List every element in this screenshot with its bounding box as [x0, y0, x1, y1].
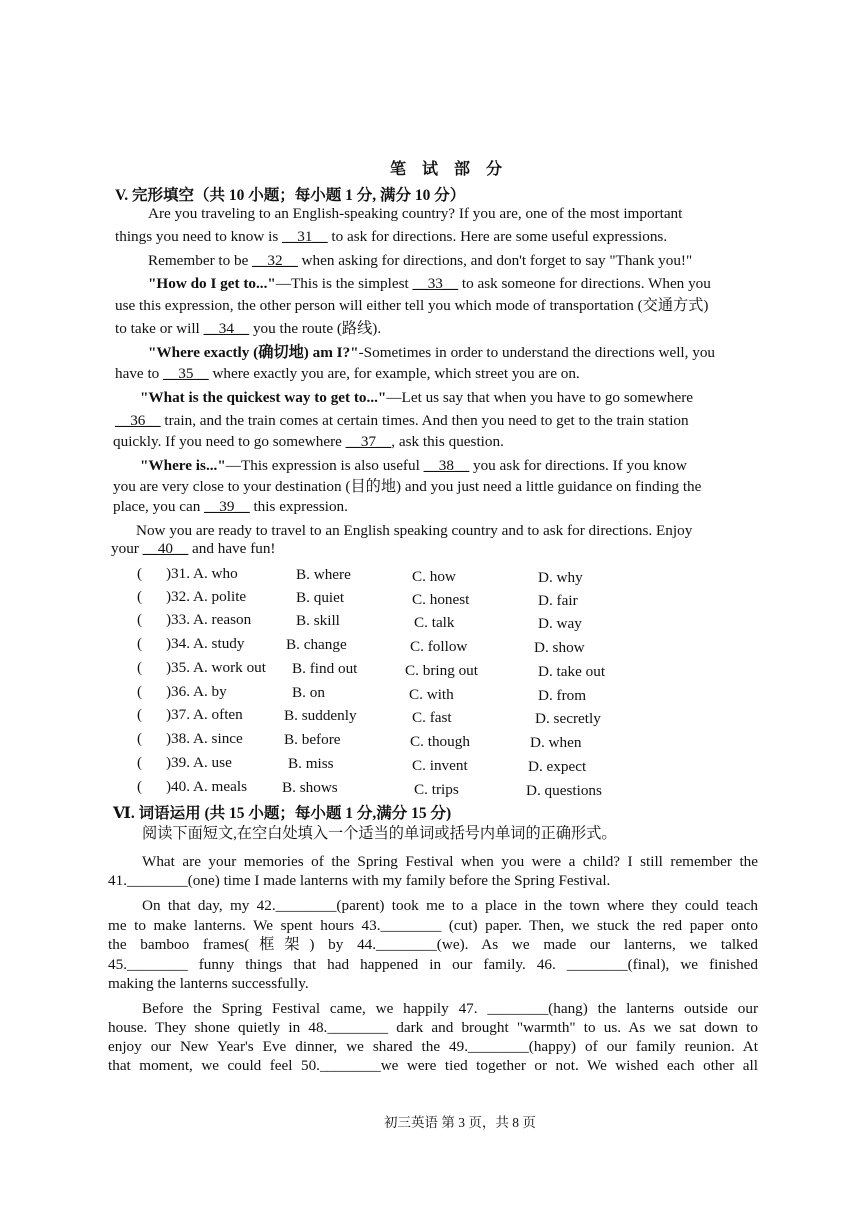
passage-line — [148, 343, 715, 363]
option-c: C. trips — [414, 781, 459, 798]
passage-line: me to make lanterns. We spent hours 43.________ (cut) paper. Then, we stuck the red paper onto — [108, 917, 758, 934]
answer-paren[interactable]: ( — [137, 706, 143, 723]
answer-paren[interactable]: ( — [137, 565, 143, 582]
passage-text: your — [111, 540, 139, 557]
blank-34[interactable]: __34__ — [203, 320, 250, 337]
passage-line: use this expression, the other person will either tell you which mode of transportation (交通方式) — [115, 297, 709, 314]
answer-paren[interactable]: ( — [137, 611, 143, 628]
option-c: C. talk — [414, 614, 455, 631]
answer-paren[interactable]: ( — [137, 730, 143, 747]
option-a: )31. A. who — [166, 565, 238, 582]
passage-text: Remember to be — [148, 252, 249, 269]
blank-40[interactable]: __40__ — [142, 540, 189, 557]
passage-line: On that day, my 42.________(parent) took me to a place in the town where they could teach — [142, 897, 758, 914]
section-6-heading: Ⅵ. 词语运用 (共 15 小题；每小题 1 分,满分 15 分) — [113, 805, 452, 822]
passage-line — [148, 274, 711, 294]
option-a: )35. A. work out — [166, 659, 266, 676]
option-d: D. when — [530, 734, 582, 751]
passage-text: this expression. — [253, 498, 348, 515]
option-d: D. from — [538, 687, 587, 704]
passage-line: 45.________ funny things that had happened in our family. 46. ________(final), we finished — [108, 956, 758, 973]
passage-line: Are you traveling to an English-speaking country? If you are, one of the most important — [148, 205, 683, 222]
option-b: B. find out — [292, 660, 358, 677]
option-a: )39. A. use — [166, 754, 232, 771]
passage-line: Before the Spring Festival came, we happily 47. ________(hang) the lanterns outside our — [142, 1000, 758, 1017]
passage-text: things you need to know is — [115, 228, 279, 245]
passage-line: Now you are ready to travel to an English speaking country and to ask for directions. Enjoy — [136, 522, 693, 539]
blank-36[interactable]: __36__ — [115, 412, 161, 429]
blank-37[interactable]: __37__ — [345, 433, 392, 450]
option-d: D. secretly — [535, 710, 601, 727]
option-b: B. suddenly — [284, 707, 357, 724]
option-c: C. fast — [412, 709, 452, 726]
passage-text: —Let us say that when you have to go somewhere — [386, 389, 693, 406]
option-b: B. change — [286, 636, 347, 653]
passage-line: enjoy our New Year's Eve dinner, we shared the 49.________(happy) of our family reunion. At — [108, 1038, 758, 1055]
passage-text: you the route (路线). — [252, 320, 382, 337]
option-b: B. miss — [288, 755, 334, 772]
passage-line: What are your memories of the Spring Festival when you were a child? I still remember the — [142, 853, 758, 870]
passage-line: the bamboo frames(框架) by 44.________(we). As we made our lanterns, we talked — [108, 936, 758, 953]
passage-line: house. They shone quietly in 48.________ dark and brought "warmth" to us. As we sat down to — [108, 1019, 758, 1036]
blank-33[interactable]: __33__ — [412, 275, 459, 292]
option-a: )32. A. polite — [166, 588, 247, 605]
option-b: B. on — [292, 684, 325, 701]
blank-39[interactable]: __39__ — [204, 498, 250, 515]
passage-text: where exactly you are, for example, which street you are on. — [212, 365, 580, 382]
passage-text: have to — [115, 365, 160, 382]
answer-paren[interactable]: ( — [137, 754, 143, 771]
option-b: B. skill — [296, 612, 340, 629]
passage-text: quickly. If you need to go somewhere — [113, 433, 342, 450]
option-a: )40. A. meals — [166, 778, 247, 795]
option-a: )36. A. by — [166, 683, 227, 700]
option-d: D. take out — [538, 663, 606, 680]
passage-line — [140, 388, 693, 408]
option-c: C. with — [409, 686, 454, 703]
passage-line — [115, 411, 689, 431]
option-d: D. way — [538, 615, 582, 632]
passage-line — [113, 497, 348, 517]
passage-text: -Sometimes in order to understand the directions well, you — [358, 344, 716, 361]
passage-text: you ask for directions. If you know — [472, 457, 687, 474]
option-a: )38. A. since — [166, 730, 243, 747]
blank-35[interactable]: __35__ — [163, 365, 209, 382]
passage-line: making the lanterns successfully. — [108, 975, 309, 992]
passage-line: that moment, we could feel 50.________we were tied together or not. We wished each other all — [108, 1057, 758, 1074]
passage-text: and have fun! — [192, 540, 276, 557]
passage-line: you are very close to your destination (目的地) and you just need a little guidance on finding the — [113, 478, 702, 495]
passage-line — [140, 456, 687, 476]
option-c: C. follow — [410, 638, 468, 655]
section-5-heading: V. 完形填空（共 10 小题；每小题 1 分, 满分 10 分） — [115, 187, 466, 204]
passage-line — [115, 364, 580, 384]
section-6-instruction: 阅读下面短文,在空白处填入一个适当的单词或括号内单词的正确形式。 — [142, 825, 617, 842]
answer-paren[interactable]: ( — [137, 778, 143, 795]
passage-line — [115, 227, 667, 247]
passage-text: when asking for directions, and don't forget to say "Thank you!" — [301, 252, 693, 269]
page-footer: 初三英语 第 3 页，共 8 页 — [384, 1115, 536, 1130]
option-b: B. shows — [282, 779, 338, 796]
passage-line — [113, 432, 504, 452]
answer-paren[interactable]: ( — [137, 635, 143, 652]
expression-heading: "What is the quickest way to get to..." — [140, 389, 387, 406]
option-a: )33. A. reason — [166, 611, 252, 628]
passage-text: train, and the train comes at certain times. And then you need to get to the train station — [164, 412, 689, 429]
passage-text: , ask this question. — [391, 433, 504, 450]
expression-heading: "Where is..." — [140, 457, 226, 474]
passage-text: —This is the simplest — [275, 275, 409, 292]
page-title: 笔 试 部 分 — [390, 161, 509, 178]
option-d: D. expect — [528, 758, 587, 775]
option-a: )34. A. study — [166, 635, 245, 652]
answer-paren[interactable]: ( — [137, 659, 143, 676]
passage-line — [148, 251, 692, 271]
passage-text: to take or will — [115, 320, 200, 337]
blank-38[interactable]: __38__ — [423, 457, 470, 474]
expression-heading: "How do I get to..." — [148, 275, 276, 292]
option-a: )37. A. often — [166, 706, 243, 723]
passage-line — [115, 319, 381, 339]
option-b: B. before — [284, 731, 341, 748]
passage-line — [111, 539, 276, 559]
option-c: C. how — [412, 568, 456, 585]
passage-text: to ask someone for directions. When you — [461, 275, 711, 292]
passage-text: to ask for directions. Here are some useful expressions. — [331, 228, 668, 245]
passage-text: —This expression is also useful — [225, 457, 420, 474]
option-d: D. fair — [538, 592, 578, 609]
option-c: C. honest — [412, 591, 470, 608]
option-c: C. though — [410, 733, 470, 750]
option-b: B. where — [296, 566, 351, 583]
option-b: B. quiet — [296, 589, 345, 606]
option-d: D. why — [538, 569, 583, 586]
answer-paren[interactable]: ( — [137, 683, 143, 700]
answer-paren[interactable]: ( — [137, 588, 143, 605]
option-d: D. questions — [526, 782, 602, 799]
blank-31[interactable]: __31__ — [282, 228, 328, 245]
option-d: D. show — [534, 639, 585, 656]
option-c: C. bring out — [405, 662, 478, 679]
blank-32[interactable]: __32__ — [252, 252, 298, 269]
passage-line: 41.________(one) time I made lanterns with my family before the Spring Festival. — [108, 872, 611, 889]
expression-heading: "Where exactly (确切地) am I?" — [148, 344, 359, 361]
passage-text: place, you can — [113, 498, 201, 515]
option-c: C. invent — [412, 757, 468, 774]
